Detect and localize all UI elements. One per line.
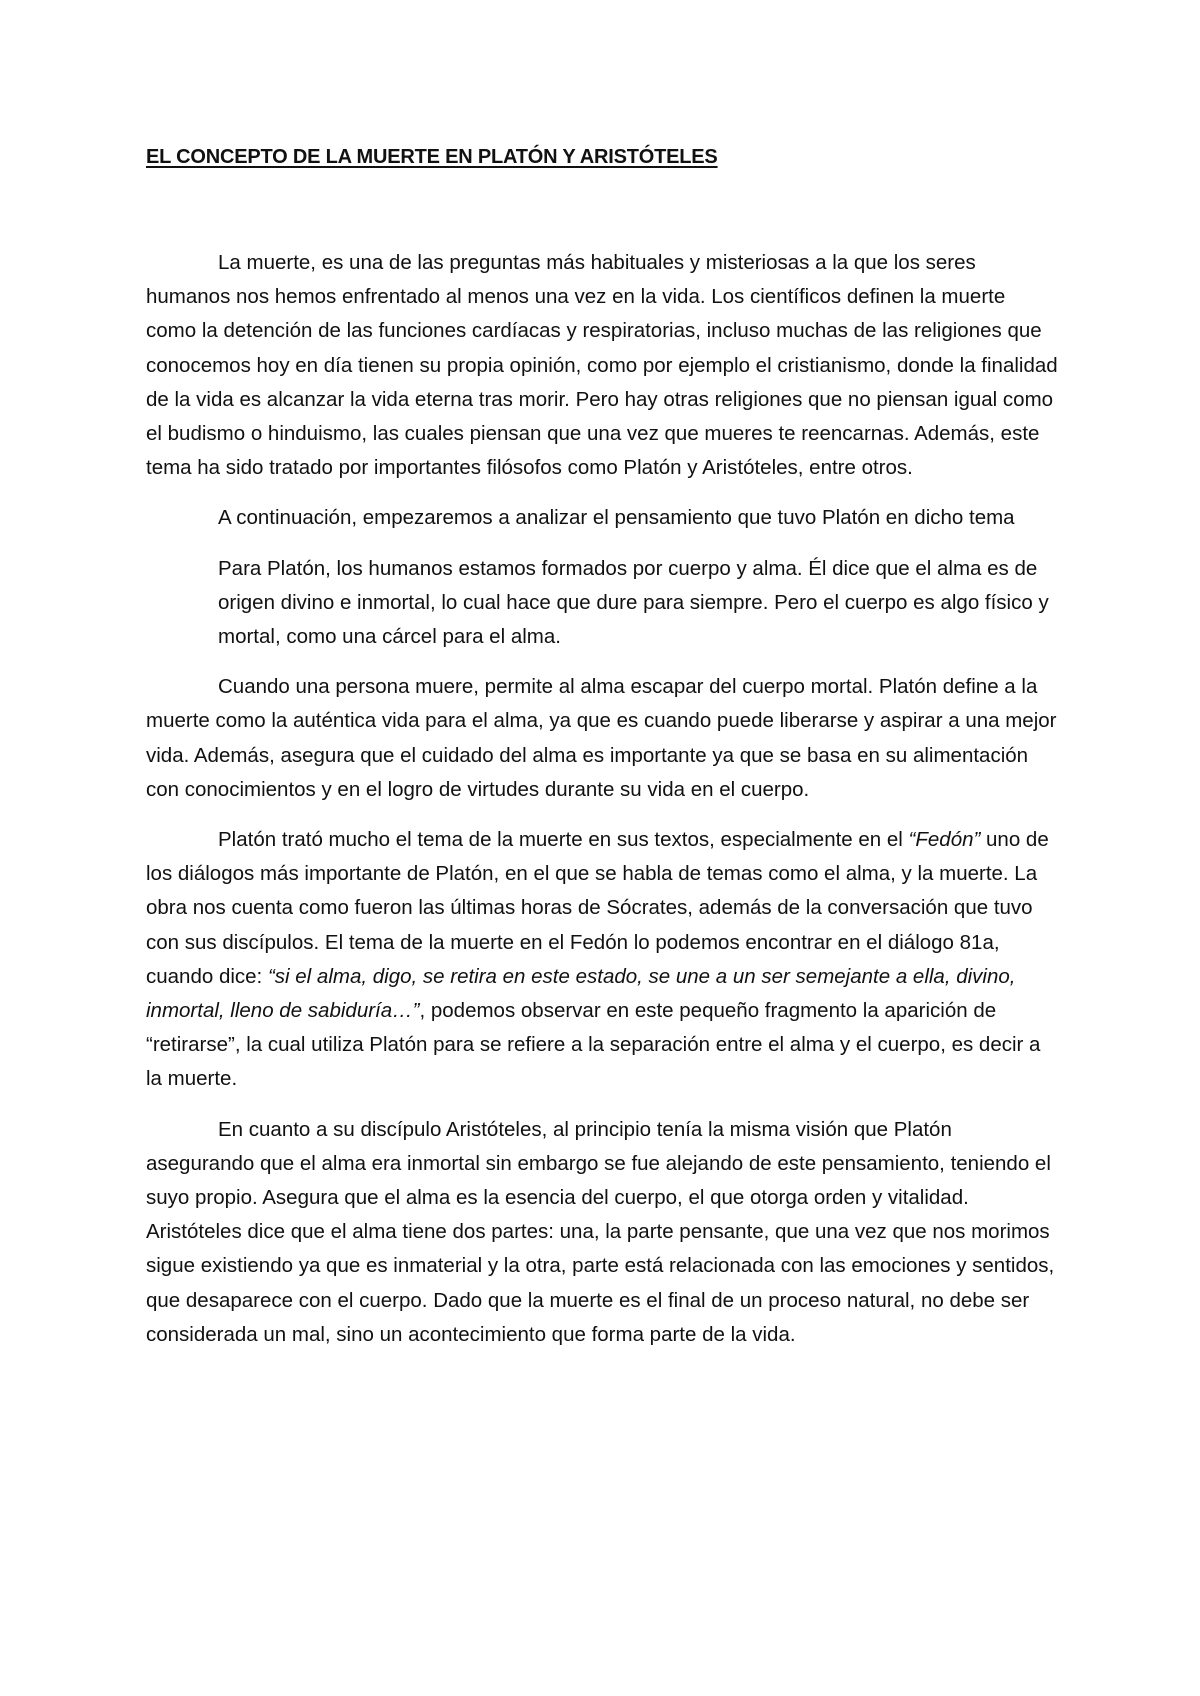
paragraph-introduction: La muerte, es una de las preguntas más habituales y misteriosas a la que los seres humanos nos hemos enfrentado al menos una vez en la vida. Los científicos definen la muerte como la detención de las funciones cardíacas y respiratorias, incluso muchas de las religiones que conocemos hoy en día tienen su propia opinión, como por ejemplo el cristianismo, donde la finalidad de la vida es alcanzar la vida eterna tras morir. Pero hay otras religiones que no piensan igual como el budismo o hinduismo, las cuales piensan que una vez que mueres te reencarnas. Además, este tema ha sido tratado por importantes filósofos como Platón y Aristóteles, entre otros. [146,251,1058,480]
phaedo-text-2: uno de los diálogos más importante de Platón, en el que se habla de temas como el alma, y la muerte. La obra nos cuenta como fueron las últimas horas de Sócrates, además de la conversación que tuvo con sus discípulos. El tema de la muerte en el Fedón lo podemos encontrar en el diálogo 81a, cuando dice: [146,828,1049,988]
paragraph-plato-body-soul: Para Platón, los humanos estamos formados por cuerpo y alma. Él dice que el alma es de origen divino e inmortal, lo cual hace que dure para siempre. Pero el cuerpo es algo físico y mortal, como una cárcel para el alma. [218,556,1049,649]
document-body [146,246,1061,1368]
paragraph-aristotle: En cuanto a su discípulo Aristóteles, al principio tenía la misma visión que Platón asegurando que el alma era inmortal sin embargo se fue alejando de este pensamiento, teniendo el suyo propio. Asegura que el alma es la esencia del cuerpo, el que otorga orden y vitalidad. Aristóteles dice que el alma tiene dos partes: una, la parte pensante, que una vez que nos morimos sigue existiendo ya que es inmaterial y la otra, parte está relacionada con las emociones y sentidos, que desaparece con el cuerpo. Dado que la muerte es el final de un proceso natural, no debe ser considerada un mal, sino un acontecimiento que forma parte de la vida. [146,1117,1055,1346]
phaedo-title: “Fedón” [908,828,981,852]
paragraph-phaedo [146,823,1061,1097]
phaedo-text-3: , podemos observar en este pequeño fragmento la aparición de “retirarse”, la cual utiliza Platón para se refiere a la separación entre el alma y el cuerpo, es decir a la muerte. [146,999,1041,1091]
paragraph-transition: A continuación, empezaremos a analizar el pensamiento que tuvo Platón en dicho tema [218,506,1015,530]
document-title: EL CONCEPTO DE LA MUERTE EN PLATÓN Y ARISTÓTELES [146,146,718,168]
phaedo-text-1: Platón trató mucho el tema de la muerte en sus textos, especialmente en el [218,828,909,852]
phaedo-quote: “si el alma, digo, se retira en este estado, se une a un ser semejante a ella, divino, inmortal, lleno de sabiduría…” [146,964,1016,1023]
paragraph-plato-death: Cuando una persona muere, permite al alma escapar del cuerpo mortal. Platón define a la muerte como la auténtica vida para el alma, ya que es cuando puede liberarse y aspirar a una mejor vida. Además, asegura que el cuidado del alma es importante ya que se basa en su alimentación con conocimientos y en el logro de virtudes durante su vida en el cuerpo. [146,675,1057,801]
